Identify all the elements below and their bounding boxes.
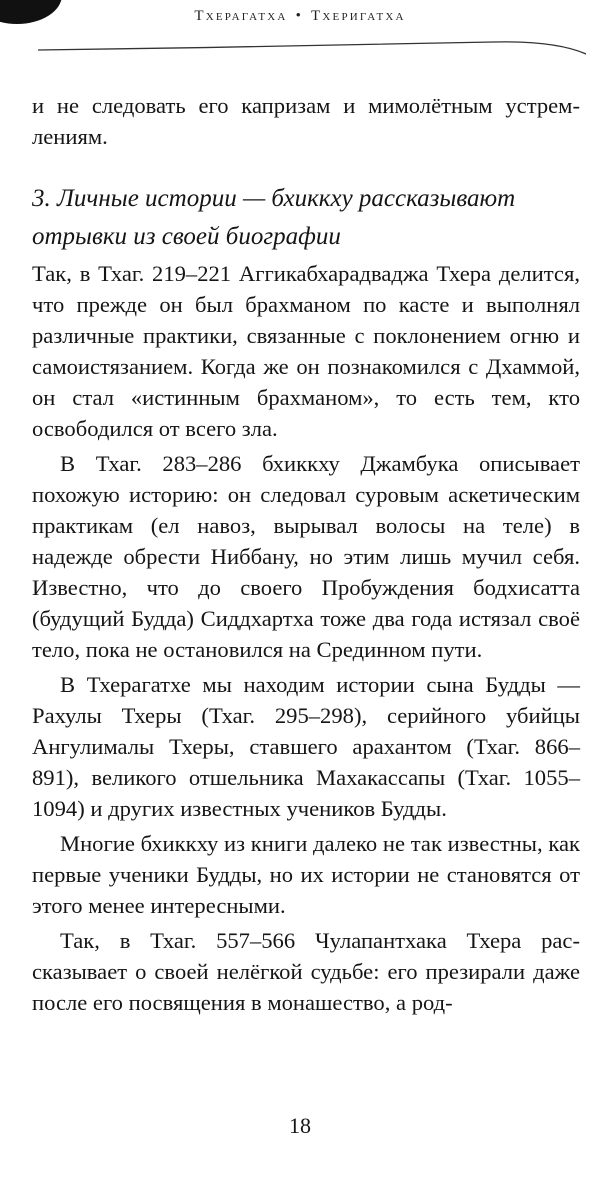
page-body (32, 90, 580, 1018)
section-paragraph-5: Так, в Тхаг. 557–566 Чулапантхака Тхера рассказывает о своей нелёгкой судьбе: его презирали даже после его посвящения в монашество, а род- (32, 928, 580, 1015)
running-head-right: Тхеригатха (311, 8, 406, 24)
page-number: 18 (289, 1113, 311, 1138)
header-rule (38, 26, 586, 66)
section-paragraph-4: Многие бхиккху из книги далеко не так известны, как первые ученики Будды, но их истории не становятся от этого менее интересными. (32, 831, 580, 918)
running-head-separator: • (295, 8, 304, 24)
running-head-left: Тхерагатха (194, 8, 288, 24)
section-paragraph-1: Так, в Тхаг. 219–221 Аггикабхарадваджа Тхера делится, что прежде он был брахманом по касте и выполнял различные практики, связанные с поклонением огню и самоистязанием. Когда же он познакомился с Дхаммой, он стал «истинным брахманом», то есть тем, кто освободился от всего зла. (32, 261, 580, 441)
running-head (0, 8, 600, 25)
section-paragraph-2: В Тхаг. 283–286 бхиккху Джамбука описывает похожую историю: он следовал суровым аскетическим практикам (ел навоз, вырывал волосы на теле) в надежде обрести Ниббану, но этим лишь мучил себя. Известно, что до своего Пробуждения бодхисатта (будущий Будда) Сиддхартха тоже два года истязал своё тело, пока не остановился на Срединном пути. (32, 451, 580, 662)
continued-paragraph: и не следовать его капризам и мимолётным устремлениям. (32, 93, 580, 149)
section-paragraph-3: В Тхерагатхе мы находим истории сына Будды — Рахулы Тхеры (Тхаг. 295–298), серийного убийцы Ангулималы Тхеры, ставшего арахантом (Тхаг. 866–891), великого отшельника Махакассапы (Тхаг. 1055–1094) и других известных учеников Будды. (32, 672, 580, 821)
section-heading: 3. Личные истории — бхиккху рассказывают отрывки из своей биографии (32, 185, 516, 250)
